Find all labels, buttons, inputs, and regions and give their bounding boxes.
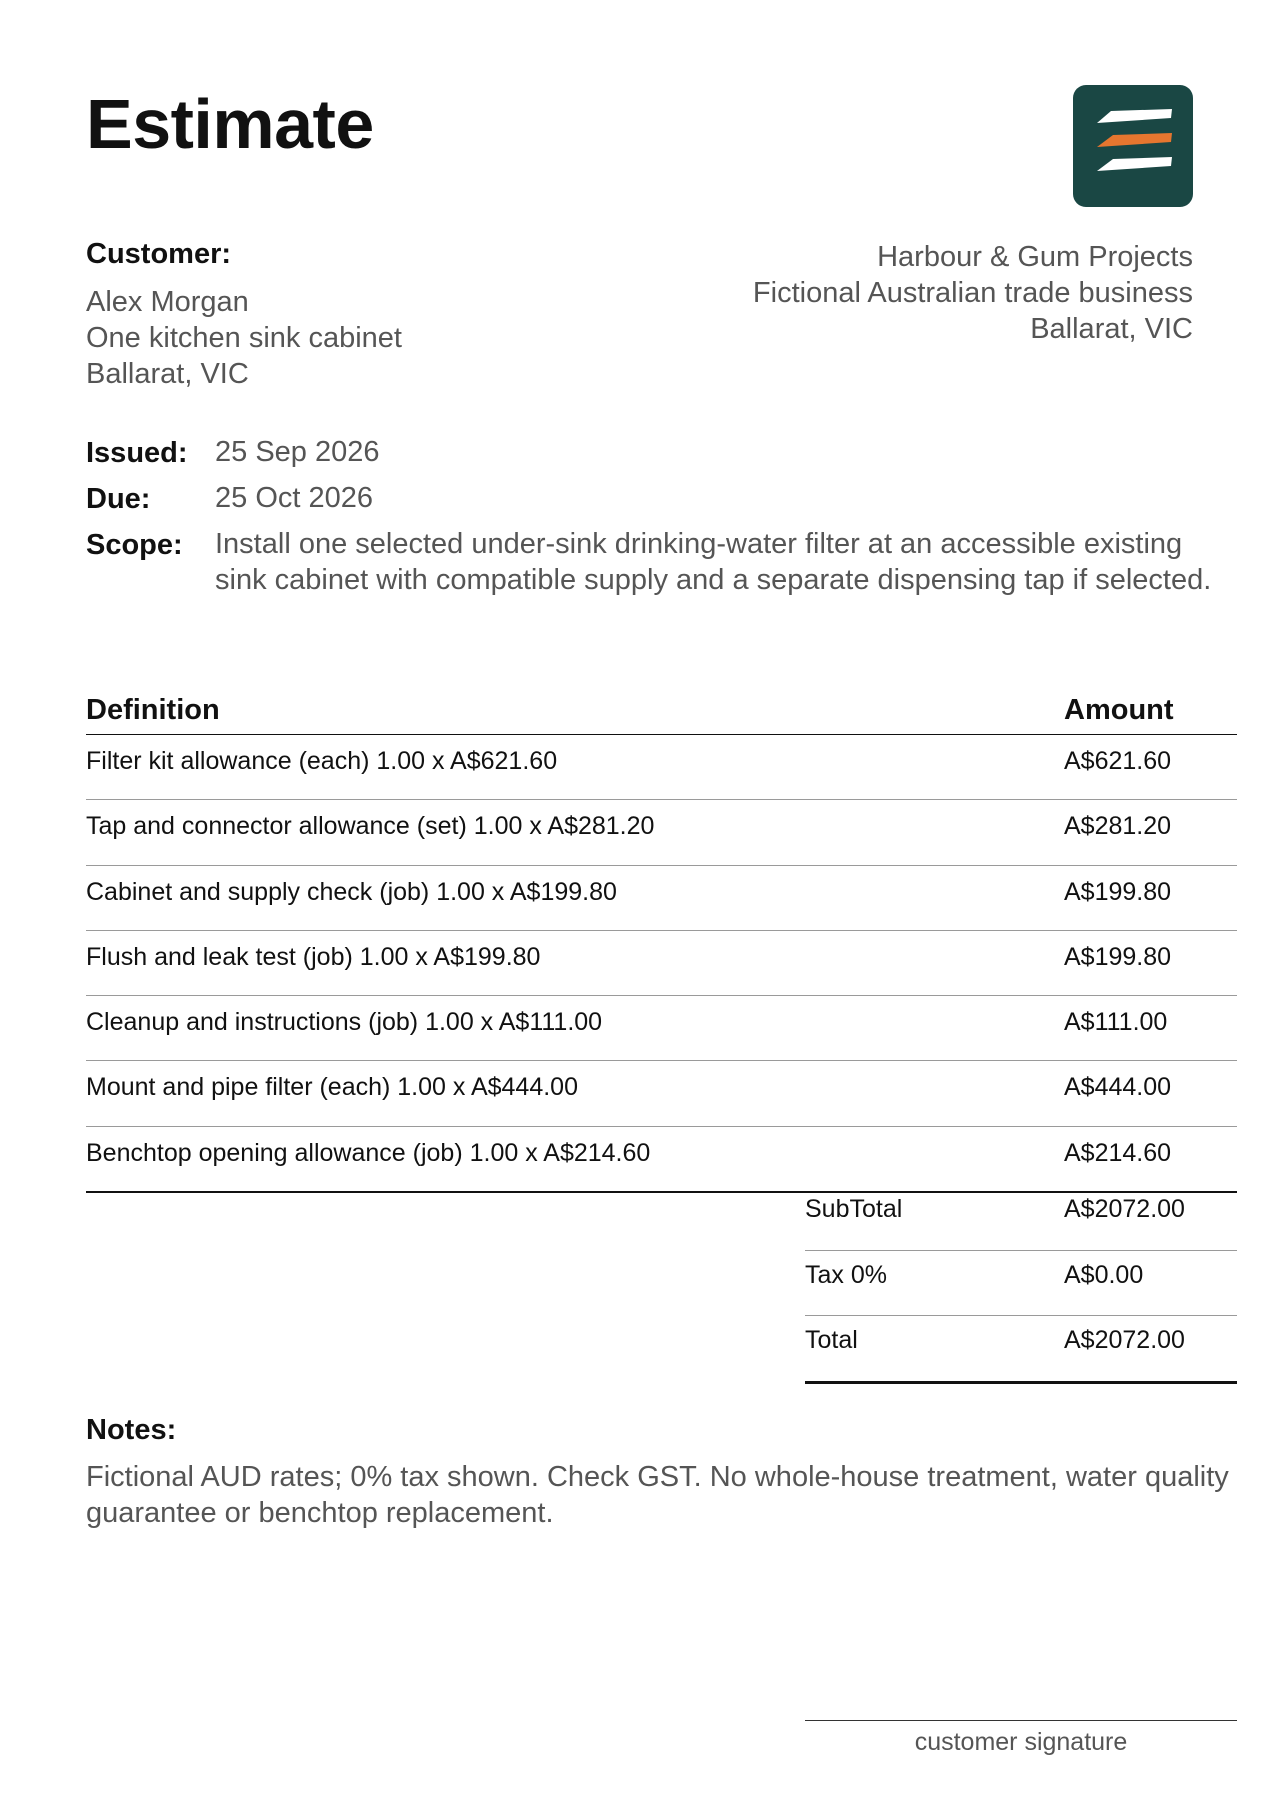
scope-text: Install one selected under-sink drinking-water filter at an accessible existing sink cabinet with compatible supply and a separate dispensing tap if selected. [215, 528, 1212, 596]
item-description: Flush and leak test (job) 1.00 x A$199.80 [86, 942, 541, 971]
table-row [86, 931, 1237, 996]
total-label: Total [805, 1326, 858, 1354]
totals-block [805, 1185, 1237, 1384]
company-description: Fictional Australian trade business [752, 277, 1193, 309]
customer-name: Alex Morgan [86, 286, 249, 318]
company-location: Ballarat, VIC [1030, 313, 1193, 345]
signature-line [805, 1720, 1237, 1721]
item-amount: A$199.80 [1064, 942, 1172, 971]
subtotal-label: SubTotal [805, 1195, 903, 1223]
issued-label: Issued: [86, 437, 188, 469]
item-amount: A$214.60 [1064, 1138, 1172, 1167]
tax-value: A$0.00 [1064, 1260, 1144, 1289]
customer-job: One kitchen sink cabinet [86, 322, 402, 354]
item-description: Mount and pipe filter (each) 1.00 x A$444.00 [86, 1073, 578, 1102]
page-title: Estimate [86, 85, 374, 163]
table-row [86, 1127, 1237, 1193]
issued-date: 25 Sep 2026 [215, 436, 380, 468]
tax-label: Tax 0% [805, 1260, 887, 1289]
notes-text: Fictional AUD rates; 0% tax shown. Check GST. No whole-house treatment, water quality guarantee or benchtop replacement. [86, 1461, 1229, 1529]
definition-header: Definition [86, 694, 220, 726]
table-row [86, 800, 1237, 865]
item-description: Cleanup and instructions (job) 1.00 x A$111.00 [86, 1008, 603, 1037]
amount-header: Amount [1064, 694, 1174, 726]
item-amount: A$199.80 [1064, 877, 1172, 906]
company-logo-icon [1073, 85, 1193, 207]
item-amount: A$444.00 [1064, 1073, 1172, 1102]
item-description: Tap and connector allowance (set) 1.00 x A$281.20 [86, 812, 655, 841]
table-row [86, 1061, 1237, 1126]
tax-row [805, 1251, 1237, 1317]
items-table [86, 735, 1237, 1193]
company-name: Harbour & Gum Projects [877, 241, 1193, 273]
subtotal-row [805, 1185, 1237, 1251]
table-row [86, 866, 1237, 931]
table-row [86, 735, 1237, 800]
notes-label: Notes: [86, 1414, 177, 1446]
table-row [86, 996, 1237, 1061]
customer-label: Customer: [86, 238, 232, 270]
signature-label: customer signature [914, 1728, 1128, 1756]
logo-background [1073, 85, 1193, 207]
item-description: Cabinet and supply check (job) 1.00 x A$199.80 [86, 877, 617, 906]
due-label: Due: [86, 483, 151, 515]
item-amount: A$281.20 [1064, 812, 1172, 841]
scope-label: Scope: [86, 529, 183, 561]
due-date: 25 Oct 2026 [215, 482, 373, 514]
total-value: A$2072.00 [1064, 1326, 1185, 1354]
total-row [805, 1316, 1237, 1384]
subtotal-value: A$2072.00 [1064, 1195, 1185, 1223]
item-amount: A$111.00 [1064, 1008, 1168, 1037]
item-amount: A$621.60 [1064, 747, 1172, 775]
customer-details [86, 284, 402, 392]
items-table-header [86, 688, 1237, 735]
item-description: Benchtop opening allowance (job) 1.00 x A$214.60 [86, 1138, 651, 1167]
customer-location: Ballarat, VIC [86, 358, 249, 390]
company-details [753, 239, 1193, 347]
item-description: Filter kit allowance (each) 1.00 x A$621.60 [86, 747, 558, 775]
